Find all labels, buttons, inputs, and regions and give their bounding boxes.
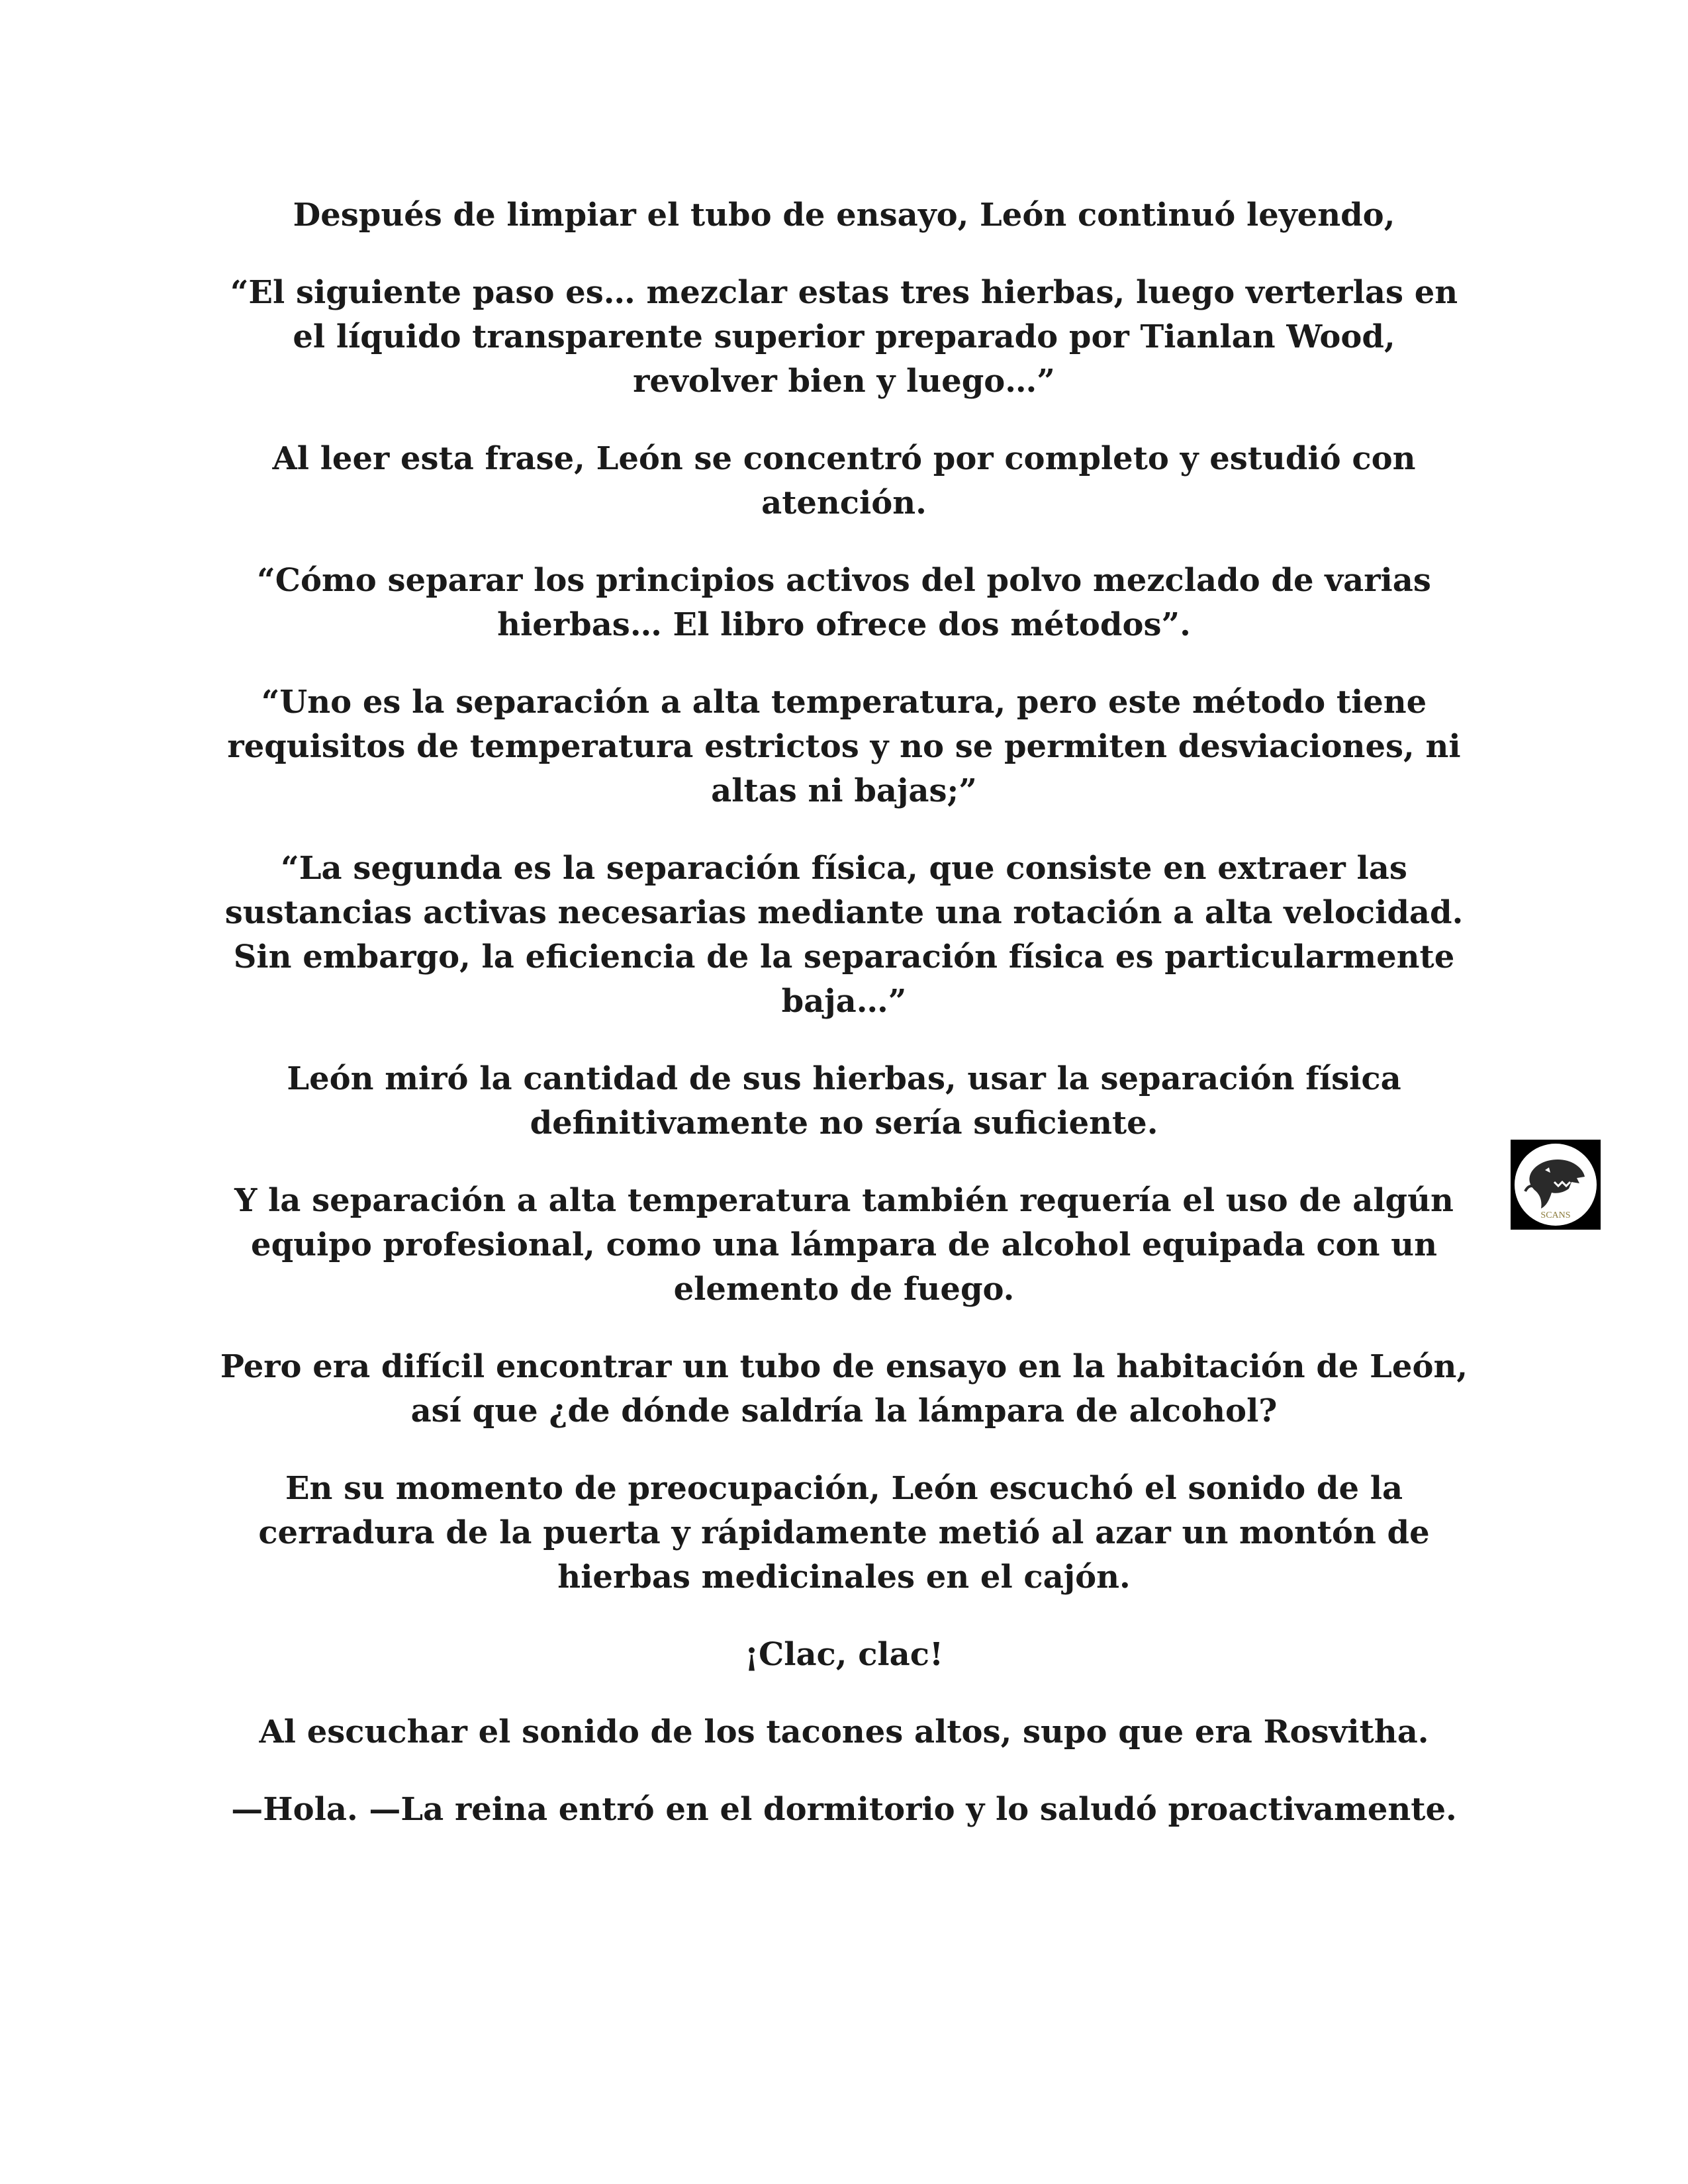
paragraph-6: “La segunda es la separación física, que consiste en extraer las sustancias activas necesarias mediante una rotación a alta velocidad. Sin embargo, la eficiencia de la separación física es particularmente baja…” [224, 850, 1464, 1020]
dinosaur-logo-icon [1511, 1140, 1601, 1230]
paragraph-13: —Hola. —La reina entró en el dormitorio y lo saludó proactivamente. [231, 1791, 1457, 1828]
scanlation-watermark [1511, 1140, 1601, 1230]
paragraph-9: Pero era difícil encontrar un tubo de ensayo en la habitación de León, así que ¿de dónde saldría la lámpara de alcohol? [220, 1348, 1468, 1430]
paragraph-1: Después de limpiar el tubo de ensayo, León continuó leyendo, [293, 197, 1395, 234]
paragraph-4: “Cómo separar los principios activos del polvo mezclado de varias hierbas… El libro ofrece dos métodos”. [257, 562, 1431, 643]
paragraph-2: “El siguiente paso es… mezclar estas tres hierbas, luego verterlas en el líquido transparente superior preparado por Tianlan Wood, revolver bien y luego…” [230, 274, 1458, 400]
watermark-label: SCANS [1540, 1210, 1571, 1220]
paragraph-8: Y la separación a alta temperatura también requería el uso de algún equipo profesional, como una lámpara de alcohol equipada con un elemento de fuego. [234, 1182, 1454, 1308]
paragraph-12: Al escuchar el sonido de los tacones altos, supo que era Rosvitha. [259, 1713, 1429, 1751]
paragraph-3: Al leer esta frase, León se concentró por completo y estudió con atención. [272, 440, 1416, 522]
paragraph-5: “Uno es la separación a alta temperatura, pero este método tiene requisitos de temperatura estrictos y no se permiten desviaciones, ni altas ni bajas;” [227, 684, 1461, 809]
paragraph-11: ¡Clac, clac! [744, 1636, 944, 1673]
paragraph-10: En su momento de preocupación, León escuchó el sonido de la cerradura de la puerta y rápidamente metió al azar un montón de hierbas medicinales en el cajón. [258, 1470, 1430, 1596]
paragraph-7: León miró la cantidad de sus hierbas, usar la separación física definitivamente no sería suficiente. [287, 1060, 1401, 1142]
document-body [218, 193, 1470, 1832]
